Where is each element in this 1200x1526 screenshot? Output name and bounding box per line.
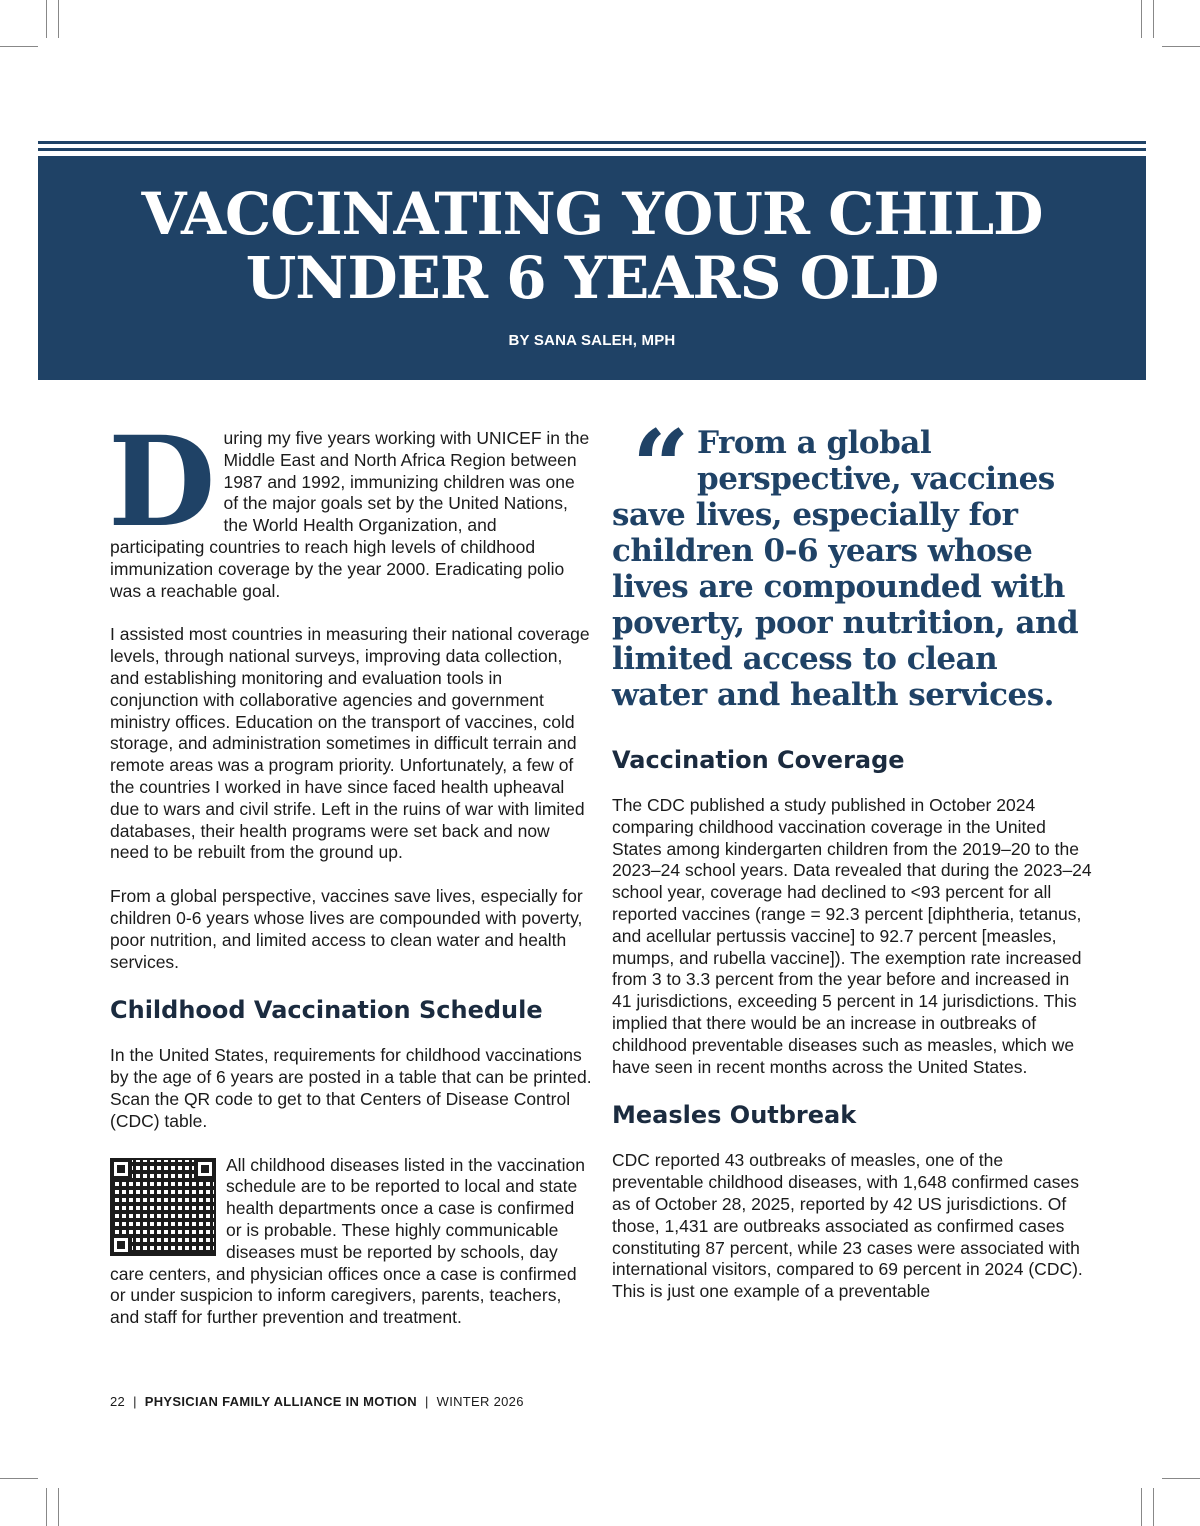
crop-mark — [1162, 46, 1200, 47]
intro-paragraph — [108, 410, 592, 602]
pull-quote — [612, 408, 1092, 713]
crop-mark — [0, 1478, 38, 1479]
crop-mark — [1153, 1488, 1154, 1526]
banner-rule — [38, 148, 1146, 151]
footer-separator: | — [424, 1394, 429, 1409]
qr-finder — [110, 1234, 132, 1256]
pull-quote-text: From a global perspective, vaccines save lives, especially for children 0-6 years whose lives are compounded with poverty, poor nutrition, and limited access to clean water and health services. — [612, 425, 1079, 713]
crop-mark — [0, 46, 38, 47]
right-body — [612, 745, 1092, 1303]
page-footer — [110, 1394, 524, 1409]
crop-mark — [1162, 1478, 1200, 1479]
footer-separator: | — [133, 1394, 137, 1409]
crop-mark — [1153, 0, 1154, 38]
qr-paragraph — [110, 1155, 592, 1329]
drop-cap: D — [108, 410, 216, 555]
section-heading: Measles Outbreak — [612, 1101, 857, 1130]
paragraph: CDC reported 43 outbreaks of measles, one of the preventable childhood diseases, with 1,648 confirmed cases as of October 28, 2025, reported by 42 US jurisdictions. Of those, 1,431 are outbreaks associated as confirmed cases constituting 87 percent, while 23 cases were associated with international visitors, compared to 69 percent in 2024 (CDC). This is just one example of a preventable — [612, 1150, 1083, 1302]
page-number: 22 — [110, 1394, 126, 1409]
crop-mark — [46, 0, 47, 38]
quote-mark-icon: “ — [632, 408, 690, 526]
issue-date: WINTER 2026 — [436, 1394, 524, 1409]
article-title — [38, 156, 1146, 310]
qr-code[interactable] — [110, 1158, 216, 1256]
intro-text: uring my five years working with UNICEF in the Middle East and North Africa Region between 1987 and 1992, immunizing children was one of the major goals set by the United Nations, the World Health Organization, and participating countries to reach high levels of childhood immunization coverage by the year 2000. Eradicating polio was a reachable goal. — [110, 428, 590, 601]
crop-mark — [46, 1488, 47, 1526]
paragraph: I assisted most countries in measuring their national coverage levels, through national surveys, improving data collection, and establishing monitoring and evaluation tools in conjunction with collaborative agencies and government ministry offices. Education on the transport of vaccines, cold storage, and administration sometimes in difficult terrain and remote areas was a program priority. Unfortunately, a few of the countries I worked in have since faced health upheaval due to wars and civil strife. Left in the ruins of war with limited databases, their health programs were set back and now need to be rebuilt from the ground up. — [110, 624, 590, 863]
right-column — [612, 408, 1092, 1325]
section-heading: Childhood Vaccination Schedule — [110, 996, 543, 1025]
article-title-line1: VACCINATING YOUR CHILD — [141, 180, 1043, 248]
paragraph: The CDC published a study published in October 2024 comparing childhood vaccination coverage in the United States among kindergarten children from the 2019–20 to the 2023–24 school years. Data revealed that during the 2023–24 school year, coverage had declined to <93 percent for all reported vaccines (range = 92.3 percent [diphtheria, tetanus, and acellular pertussis vaccine] to 92.7 percent [measles, mumps, and rubella vaccine]). The exemption rate increased from 3 to 3.3 percent from the year before and increased in 41 jurisdictions, exceeding 5 percent in 14 jurisdictions. This implied that there would be an increase in outbreaks of childhood preventable diseases such as measles, which we have seen in recent months across the United States. — [612, 795, 1092, 1077]
paragraph: From a global perspective, vaccines save lives, especially for children 0-6 years whose lives are compounded with poverty, poor nutrition, and limited access to clean water and health services. — [110, 886, 583, 972]
article-title-line2: UNDER 6 YEARS OLD — [245, 244, 939, 312]
byline: BY SANA SALEH, MPH — [508, 332, 676, 349]
banner-rule — [38, 141, 1146, 144]
publication-name: PHYSICIAN FAMILY ALLIANCE IN MOTION — [144, 1394, 417, 1409]
left-column — [108, 410, 592, 1329]
crop-mark — [1141, 1488, 1142, 1526]
title-banner — [38, 156, 1146, 380]
crop-mark — [1141, 0, 1142, 38]
paragraph: In the United States, requirements for childhood vaccinations by the age of 6 years are posted in a table that can be printed. Scan the QR code to get to that Centers of Disease Control (CDC) table. — [110, 1045, 592, 1131]
qr-finder — [194, 1158, 216, 1180]
qr-finder — [110, 1158, 132, 1180]
section-heading: Vaccination Coverage — [612, 746, 905, 774]
crop-mark — [58, 1488, 59, 1526]
crop-mark — [58, 0, 59, 38]
qr-text: All childhood diseases listed in the vaccination schedule are to be reported to local and state health departments once a case is confirmed or is probable. These highly communicable diseases must be reported by schools, day care centers, and physician offices once a case is confirmed or under suspicion to inform caregivers, parents, teachers, and staff for further prevention and treatment. — [110, 1154, 585, 1328]
